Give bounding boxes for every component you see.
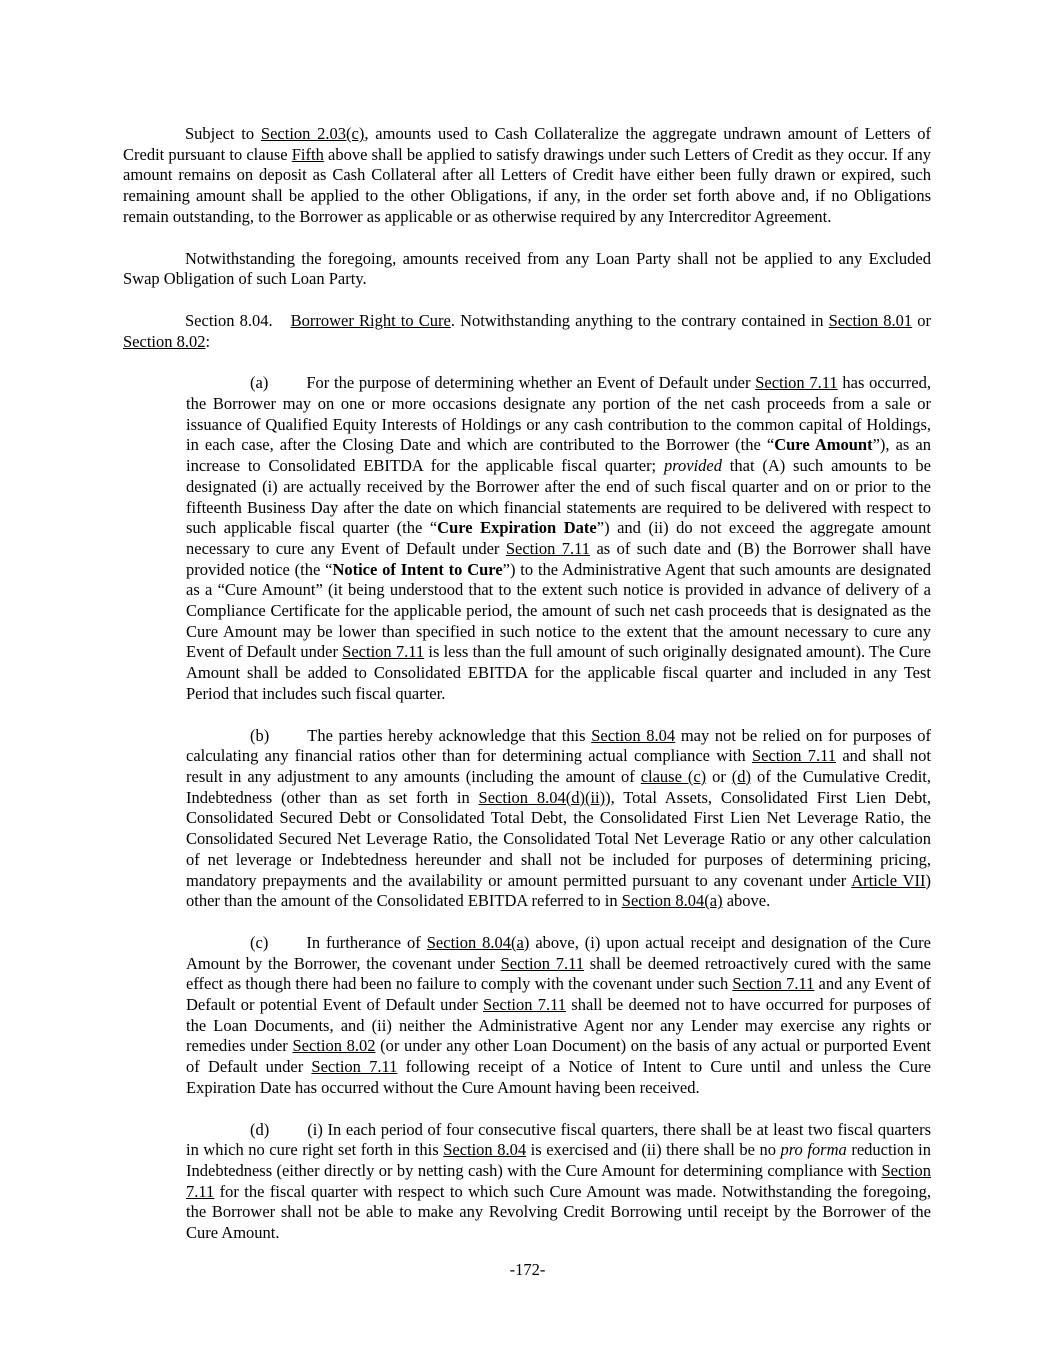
- page-number: -172-: [509, 1260, 546, 1279]
- tab-spacer: [269, 740, 307, 741]
- text-run: may not be relied on for purposes of calculating any financial ratios other than for determining actual compliance with: [186, 725, 931, 766]
- text-run: or: [912, 310, 931, 330]
- cross-reference: (d): [731, 766, 752, 786]
- cross-reference: Section 8.01: [828, 310, 913, 330]
- cross-reference: Section 7.11: [505, 538, 591, 558]
- text-run: ) other than the amount of the Consolidated EBITDA referred to in: [186, 870, 931, 911]
- defined-term: Cure Expiration Date: [437, 518, 597, 538]
- clause-a: [186, 373, 931, 704]
- cross-reference: Borrower Right to Cure: [290, 310, 451, 330]
- cross-reference: clause (c): [640, 766, 707, 786]
- tab-spacer: [268, 947, 306, 948]
- cross-reference: Section 7.11: [500, 953, 585, 973]
- text-run: The parties hereby acknowledge that this: [307, 725, 592, 745]
- text-run: that (A) such amounts to be designated (i) are actually received by the Borrower after the end of such fiscal quarter and on or prior to the fifteenth Business Day after the date on which financial statements are required to be delivered with respect to such applicable fiscal quarter (the “: [186, 456, 931, 538]
- text-run: ), Total Assets, Consolidated First Lien Debt, Consolidated Secured Debt or Consolidated Total Debt, the Consolidated First Lien Net Leverage Ratio, the Consolidated Secured Net Leverage Ratio, the Consolidated Total Net Leverage Ratio or any other calculation of net leverage or Indebtedness hereunder and shall not be included for purposes of determining pricing, mandatory prepayments and the availability or amount permitted pursuant to any covenant under: [186, 787, 931, 890]
- section-8-04-heading: [123, 311, 931, 352]
- clause-d: [186, 1120, 931, 1244]
- text-run: In furtherance of: [306, 932, 427, 952]
- text-run: ”), as an increase to Consolidated EBITDA for the applicable fiscal quarter;: [186, 435, 932, 476]
- text-run: Section 8.04.: [185, 310, 273, 330]
- text-run: has occurred, the Borrower may on one or more occasions designate any portion of the net cash proceeds from a sale or issuance of Qualified Equity Interests of Holdings or any cash contribution to the common capital of Holdings, in each case, after the Closing Date and which are contributed to the Borrower (the “: [186, 373, 931, 455]
- text-run: above, (i) upon actual receipt and designation of the Cure Amount by the Borrower, the covenant under: [186, 932, 931, 973]
- page-footer: [0, 1260, 1055, 1281]
- clause-b: [186, 726, 931, 912]
- cross-reference: Section 7.11: [732, 974, 815, 994]
- cross-reference: Section 2.03(c): [260, 124, 365, 143]
- cross-reference: Section 8.04(a): [426, 932, 530, 952]
- cross-reference: Section 7.11: [483, 995, 567, 1015]
- text-run: or: [706, 766, 732, 786]
- cross-reference: Section 7.11: [755, 373, 838, 393]
- cash-collateral-paragraph: [123, 124, 931, 228]
- text-run: for the fiscal quarter with respect to which such Cure Amount was made. Notwithstanding the foregoing, the Borrower shall not be able to make any Revolving Credit Borrowing until receipt by the Borrower of the Cure Amount.: [186, 1181, 931, 1243]
- defined-term: Cure Amount: [774, 435, 873, 455]
- text-run: Notwithstanding the foregoing, amounts received from any Loan Party shall not be applied to any Excluded Swap Obligation of such Loan Party.: [123, 248, 931, 289]
- defined-term: Notice of Intent to Cure: [332, 559, 503, 579]
- text-run: is less than the full amount of such originally designated amount). The Cure Amount shall be added to Consolidated EBITDA for the applicable fiscal quarter and included in any Test Period that includes such fiscal quarter.: [186, 642, 931, 703]
- paragraphs-container: [123, 124, 931, 1244]
- text-run: ”) to the Administrative Agent that such amounts are designated as a “Cure Amount” (it being understood that to the extent such notice is provided in advance of delivery of a Compliance Certificate for the applicable period, the amount of such net cash proceeds that is designated as the Cure Amount may be lower than specified in such notice to the extent that the amount necessary to cure any Event of Default under: [186, 559, 931, 662]
- text-run: shall be deemed not to have occurred for purposes of the Loan Documents, and (ii) neither the Administrative Agent nor any Lender may exercise any rights or remedies under: [186, 995, 931, 1056]
- text-run: Subject to: [185, 124, 261, 143]
- document-body: [123, 124, 931, 1244]
- text-run: following receipt of a Notice of Intent to Cure until and unless the Cure Expiration Date has occurred without the Cure Amount having been received.: [186, 1057, 931, 1097]
- text-run: (a): [250, 373, 269, 393]
- excluded-swap-paragraph: [123, 249, 931, 290]
- text-run: (or under any other Loan Document) on the basis of any actual or purported Event of Default under: [186, 1036, 932, 1077]
- text-run: above.: [722, 891, 771, 911]
- text-run: and any Event of Default or potential Event of Default under: [186, 974, 931, 1015]
- text-run: . Notwithstanding anything to the contrary contained in: [450, 310, 829, 330]
- text-run: as of such date and (B) the Borrower shall have provided notice (the “: [186, 538, 931, 579]
- text-run: shall be deemed retroactively cured with the same effect as though there had been no failure to comply with the covenant under such: [186, 953, 931, 994]
- text-run: :: [205, 331, 211, 351]
- tab-spacer: [268, 387, 306, 388]
- tab-spacer: [273, 325, 291, 326]
- text-run: (d): [250, 1119, 270, 1139]
- cross-reference: Section 8.02: [123, 331, 206, 351]
- cross-reference: Fifth: [291, 144, 324, 164]
- cross-reference: Section 8.02: [292, 1036, 376, 1056]
- text-run: and shall not result in any adjustment to any amounts (including the amount of: [186, 746, 931, 786]
- cross-reference: Section 7.11: [751, 746, 837, 766]
- text-run: (c): [250, 932, 269, 952]
- text-run: (i) In each period of four consecutive fiscal quarters, there shall be at least two fiscal quarters in which no cure right set forth in this: [186, 1119, 931, 1160]
- tab-spacer: [269, 1134, 307, 1135]
- cross-reference: Section 7.11: [342, 642, 425, 662]
- cross-reference: Section 8.04: [591, 725, 676, 745]
- clause-c: [186, 933, 931, 1099]
- text-run: is exercised and (ii) there shall be no: [526, 1140, 781, 1160]
- cross-reference: Section 8.04: [443, 1140, 527, 1160]
- text-run: reduction in Indebtedness (either directly or by netting cash) with the Cure Amount for determining compliance with: [186, 1140, 932, 1180]
- text-run: of the Cumulative Credit, Indebtedness (other than as set forth in: [186, 766, 931, 807]
- text-run: (b): [250, 725, 270, 745]
- emphasis-text: provided: [663, 456, 722, 476]
- cross-reference: Section 7.11: [311, 1057, 398, 1077]
- cross-reference: Section 7.11: [186, 1160, 931, 1201]
- emphasis-text: pro forma: [780, 1140, 847, 1160]
- text-run: For the purpose of determining whether an Event of Default under: [306, 373, 756, 393]
- cross-reference: Section 8.04(d)(ii): [478, 787, 606, 807]
- cross-reference: Article VII: [851, 870, 926, 890]
- text-run: , amounts used to Cash Collateralize the aggregate undrawn amount of Letters of Credit pursuant to clause: [123, 124, 931, 164]
- text-run: ”) and (ii) do not exceed the aggregate amount necessary to cure any Event of Default under: [186, 518, 931, 558]
- text-run: above shall be applied to satisfy drawings under such Letters of Credit as they occur. If any amount remains on deposit as Cash Collateral after all Letters of Credit have either been fully drawn or expired, such remaining amount shall be applied to the other Obligations, if any, in the order set forth above and, if no Obligations remain outstanding, to the Borrower as applicable or as otherwise required by any Intercreditor Agreement.: [123, 144, 931, 226]
- cross-reference: Section 8.04(a): [621, 891, 723, 911]
